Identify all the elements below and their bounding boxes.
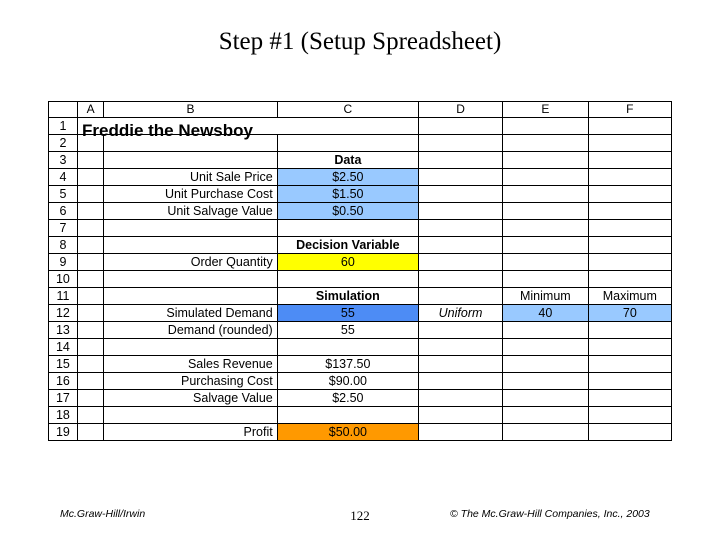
cell-c[interactable]: $50.00 — [277, 424, 418, 441]
cell-f[interactable] — [588, 220, 671, 237]
cell-a[interactable] — [77, 288, 103, 305]
row-header[interactable]: 6 — [49, 203, 78, 220]
cell-c[interactable]: 55 — [277, 305, 418, 322]
cell-f[interactable] — [588, 322, 671, 339]
cell-a[interactable] — [77, 407, 103, 424]
cell-d[interactable] — [419, 424, 503, 441]
cell-d[interactable] — [419, 339, 503, 356]
cell-e[interactable] — [503, 186, 589, 203]
page-number: 122 — [350, 508, 370, 523]
cell-e[interactable] — [503, 152, 589, 169]
cell-a[interactable] — [77, 186, 103, 203]
row-header[interactable]: 9 — [49, 254, 78, 271]
cell-f[interactable] — [588, 118, 671, 135]
column-header-row — [49, 102, 672, 118]
spreadsheet-row — [49, 288, 672, 305]
row-header[interactable]: 5 — [49, 186, 78, 203]
cell-d[interactable] — [419, 271, 503, 288]
row-header[interactable]: 2 — [49, 135, 78, 152]
row-header[interactable]: 4 — [49, 169, 78, 186]
spreadsheet-row — [49, 203, 672, 220]
cell-f[interactable] — [588, 203, 671, 220]
cell-f[interactable] — [588, 271, 671, 288]
cell-f[interactable]: 70 — [588, 305, 671, 322]
cell-f[interactable] — [588, 390, 671, 407]
cell-c[interactable]: Decision Variable — [277, 237, 418, 254]
cell-b[interactable] — [104, 339, 277, 356]
spreadsheet-row — [49, 322, 672, 339]
cell-b[interactable]: Salvage Value — [104, 390, 277, 407]
cell-d[interactable] — [419, 186, 503, 203]
cell-a[interactable] — [77, 152, 103, 169]
spreadsheet-row — [49, 254, 672, 271]
row-header[interactable]: 17 — [49, 390, 78, 407]
cell-e[interactable] — [503, 254, 589, 271]
corner-cell[interactable] — [49, 102, 78, 118]
row-header[interactable]: 16 — [49, 373, 78, 390]
cell-e[interactable] — [503, 339, 589, 356]
cell-f[interactable] — [588, 407, 671, 424]
cell-f[interactable] — [588, 424, 671, 441]
spreadsheet-row — [49, 220, 672, 237]
column-header-e[interactable]: E — [503, 102, 589, 118]
cell-f[interactable] — [588, 186, 671, 203]
cell-d[interactable] — [419, 220, 503, 237]
spreadsheet-row — [49, 152, 672, 169]
cell-b[interactable]: Order Quantity — [104, 254, 277, 271]
cell-d[interactable] — [419, 152, 503, 169]
cell-e[interactable] — [503, 373, 589, 390]
cell-c[interactable] — [277, 135, 418, 152]
cell-d[interactable] — [419, 373, 503, 390]
cell-c[interactable]: Simulation — [277, 288, 418, 305]
cell-a[interactable] — [77, 373, 103, 390]
row-header[interactable]: 7 — [49, 220, 78, 237]
spreadsheet-row — [49, 339, 672, 356]
spreadsheet-row — [49, 169, 672, 186]
spreadsheet-grid — [48, 101, 672, 441]
cell-b[interactable] — [104, 152, 277, 169]
cell-e[interactable] — [503, 322, 589, 339]
cell-a[interactable] — [77, 271, 103, 288]
row-header[interactable]: 18 — [49, 407, 78, 424]
row-header[interactable]: 13 — [49, 322, 78, 339]
row-header[interactable]: 3 — [49, 152, 78, 169]
column-header-f[interactable]: F — [588, 102, 671, 118]
cell-d[interactable] — [419, 237, 503, 254]
cell-e[interactable] — [503, 271, 589, 288]
cell-d[interactable]: Uniform — [419, 305, 503, 322]
spreadsheet-row — [49, 271, 672, 288]
cell-d[interactable] — [419, 118, 503, 135]
row-header[interactable]: 10 — [49, 271, 78, 288]
cell-b[interactable]: Sales Revenue — [104, 356, 277, 373]
cell-e[interactable]: 40 — [503, 305, 589, 322]
row-header[interactable]: 11 — [49, 288, 78, 305]
cell-d[interactable] — [419, 390, 503, 407]
cell-c[interactable]: $137.50 — [277, 356, 418, 373]
row-header[interactable]: 19 — [49, 424, 78, 441]
cell-a[interactable] — [77, 254, 103, 271]
cell-e[interactable] — [503, 118, 589, 135]
cell-c[interactable]: 60 — [277, 254, 418, 271]
slide-title: Step #1 (Setup Spreadsheet) — [218, 28, 502, 55]
cell-e[interactable] — [503, 356, 589, 373]
cell-e[interactable]: Minimum — [503, 288, 589, 305]
cell-d[interactable] — [419, 169, 503, 186]
cell-b[interactable]: Unit Purchase Cost — [104, 186, 277, 203]
cell-b[interactable]: Unit Sale Price — [104, 169, 277, 186]
cell-e[interactable] — [503, 407, 589, 424]
spreadsheet-row — [49, 356, 672, 373]
row-header[interactable]: 8 — [49, 237, 78, 254]
cell-a[interactable] — [77, 305, 103, 322]
cell-b[interactable] — [104, 407, 277, 424]
cell-c[interactable]: $1.50 — [277, 186, 418, 203]
cell-f[interactable] — [588, 339, 671, 356]
cell-d[interactable] — [419, 254, 503, 271]
cell-f[interactable] — [588, 254, 671, 271]
cell-e[interactable] — [503, 220, 589, 237]
cell-b[interactable]: Purchasing Cost — [104, 373, 277, 390]
cell-c[interactable]: $0.50 — [277, 203, 418, 220]
cell-b[interactable] — [104, 237, 277, 254]
column-header-a[interactable]: A — [77, 102, 103, 118]
cell-f[interactable] — [588, 152, 671, 169]
cell-c[interactable]: Data — [277, 152, 418, 169]
spreadsheet-row — [49, 373, 672, 390]
column-header-d[interactable]: D — [419, 102, 503, 118]
cell-a[interactable] — [77, 220, 103, 237]
spreadsheet-row — [49, 237, 672, 254]
cell-a[interactable] — [77, 322, 103, 339]
spreadsheet-row — [49, 390, 672, 407]
footer-copyright: © The Mc.Graw-Hill Companies, Inc., 2003 — [450, 508, 650, 520]
cell-c[interactable] — [277, 220, 418, 237]
spreadsheet-row — [49, 407, 672, 424]
cell-a[interactable] — [77, 203, 103, 220]
cell-d[interactable] — [419, 407, 503, 424]
footer-publisher: Mc.Graw-Hill/Irwin — [60, 508, 146, 520]
cell-a[interactable] — [77, 424, 103, 441]
cell-c[interactable] — [277, 407, 418, 424]
cell-d[interactable] — [419, 203, 503, 220]
cell-a[interactable] — [77, 339, 103, 356]
cell-c[interactable]: $2.50 — [277, 169, 418, 186]
cell-f[interactable] — [588, 237, 671, 254]
cell-e[interactable] — [503, 424, 589, 441]
cell-e[interactable] — [503, 237, 589, 254]
cell-a[interactable] — [77, 169, 103, 186]
cell-b[interactable] — [104, 220, 277, 237]
cell-c[interactable]: 55 — [277, 322, 418, 339]
cell-b[interactable]: Demand (rounded) — [104, 322, 277, 339]
cell-b[interactable]: Profit — [104, 424, 277, 441]
row-header[interactable]: 12 — [49, 305, 78, 322]
cell-f[interactable]: Maximum — [588, 288, 671, 305]
cell-a[interactable] — [77, 390, 103, 407]
cell-b[interactable]: Unit Salvage Value — [104, 203, 277, 220]
cell-e[interactable] — [503, 203, 589, 220]
cell-c[interactable] — [277, 339, 418, 356]
cell-c[interactable]: $90.00 — [277, 373, 418, 390]
cell-d[interactable] — [419, 288, 503, 305]
cell-d[interactable] — [419, 135, 503, 152]
cell-b[interactable]: Simulated Demand — [104, 305, 277, 322]
cell-c[interactable] — [277, 271, 418, 288]
cell-d[interactable] — [419, 322, 503, 339]
cell-c[interactable] — [277, 118, 418, 135]
cell-b[interactable] — [104, 288, 277, 305]
cell-f[interactable] — [588, 356, 671, 373]
row-header[interactable]: 15 — [49, 356, 78, 373]
spreadsheet-row — [49, 186, 672, 203]
row-header[interactable]: 1 — [49, 118, 78, 135]
cell-b[interactable] — [104, 271, 277, 288]
cell-a[interactable] — [77, 356, 103, 373]
spreadsheet-row — [49, 305, 672, 322]
column-header-c[interactable]: C — [277, 102, 418, 118]
cell-e[interactable] — [503, 169, 589, 186]
row-header[interactable]: 14 — [49, 339, 78, 356]
cell-f[interactable] — [588, 135, 671, 152]
cell-f[interactable] — [588, 373, 671, 390]
cell-c[interactable]: $2.50 — [277, 390, 418, 407]
sheet-title: Freddie the Newsboy — [82, 121, 253, 140]
cell-f[interactable] — [588, 169, 671, 186]
cell-e[interactable] — [503, 390, 589, 407]
column-header-b[interactable]: B — [104, 102, 277, 118]
spreadsheet — [48, 101, 672, 447]
cell-e[interactable] — [503, 135, 589, 152]
cell-a[interactable] — [77, 237, 103, 254]
spreadsheet-row — [49, 424, 672, 441]
cell-d[interactable] — [419, 356, 503, 373]
